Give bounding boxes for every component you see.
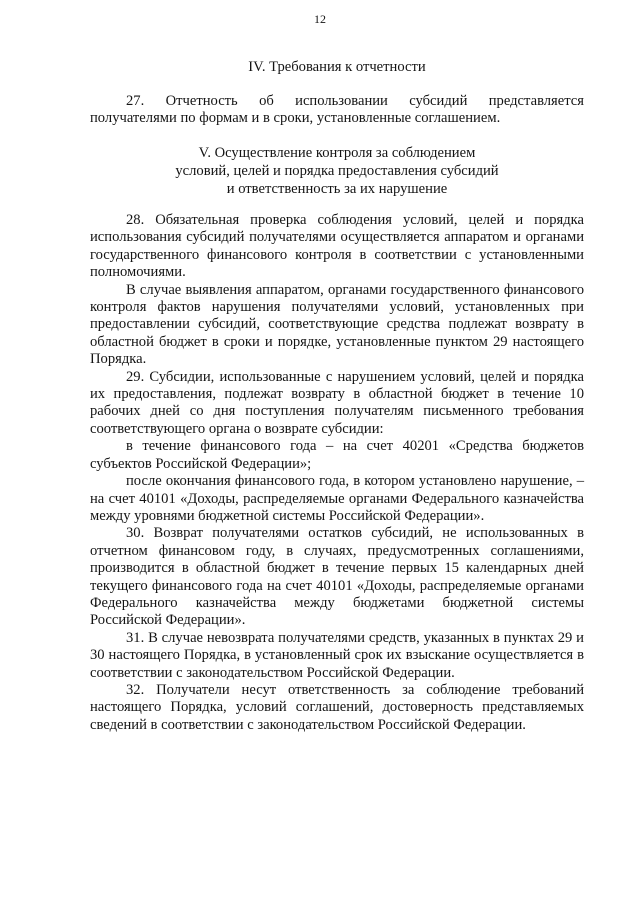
paragraph-29-after-year: после окончания финансового года, в котором установлено нарушение, – на счет 40101 «Доходы, распределяемые органами Федерального казначейства между уровнями бюджетной системы Российской Федерации». [90,473,584,524]
paragraph-28: 28. Обязательная проверка соблюдения условий, целей и порядка использования субсидий получателями осуществляется аппаратом и органами государственного финансового контроля в соответствии с установленными полномочиями. [90,212,584,281]
section-5-title: V. Осуществление контроля за соблюдением условий, целей и порядка предоставления субсидий и ответственность за их нарушение [175,145,499,197]
section-5-body [90,212,584,734]
section-4-body [90,93,584,128]
paragraph-27: 27. Отчетность об использовании субсидий представляется получателями по формам и в сроки, установленные соглашением. [90,93,584,127]
page-number: 12 [314,12,326,26]
paragraph-29-current-year: в течение финансового года – на счет 40201 «Средства бюджетов субъектов Российской Федерации»; [90,438,584,472]
paragraph-31: 31. В случае невозврата получателями средств, указанных в пунктах 29 и 30 настоящего Порядка, в установленный срок их взыскание осуществляется в соответствии с законодательством Российской Федерации. [90,629,584,681]
paragraph-30: 30. Возврат получателями остатков субсидий, не использованных в отчетном финансовом году, в случаях, предусмотренных соглашениями, производится в областной бюджет в течение первых 15 календарных дней текущего финансового года на счет 40101 «Доходы, распределяемые органами Федерального казначейства между бюджетами бюджетной системы Российской Федерации». [90,525,584,629]
paragraph-29: 29. Субсидии, использованные с нарушением условий, целей и порядка их предоставления, подлежат возврату в областной бюджет в течение 10 рабочих дней со дня поступления получателям письменного требования соответствующего органа о возврате субсидии: [90,368,584,437]
paragraph-32: 32. Получатели несут ответственность за соблюдение требований настоящего Порядка, условий соглашений, достоверность представляемых сведений в соответствии с законодательством Российской Федерации. [90,681,584,733]
paragraph-28-violation: В случае выявления аппаратом, органами государственного финансового контроля фактов нарушения получателями условий, установленных при предоставлении субсидий, соответствующие средства подлежат возврату в областной бюджет в сроки и порядке, установленные пунктом 29 настоящего Порядка. [90,281,584,368]
section-4-title: IV. Требования к отчетности [248,59,426,75]
